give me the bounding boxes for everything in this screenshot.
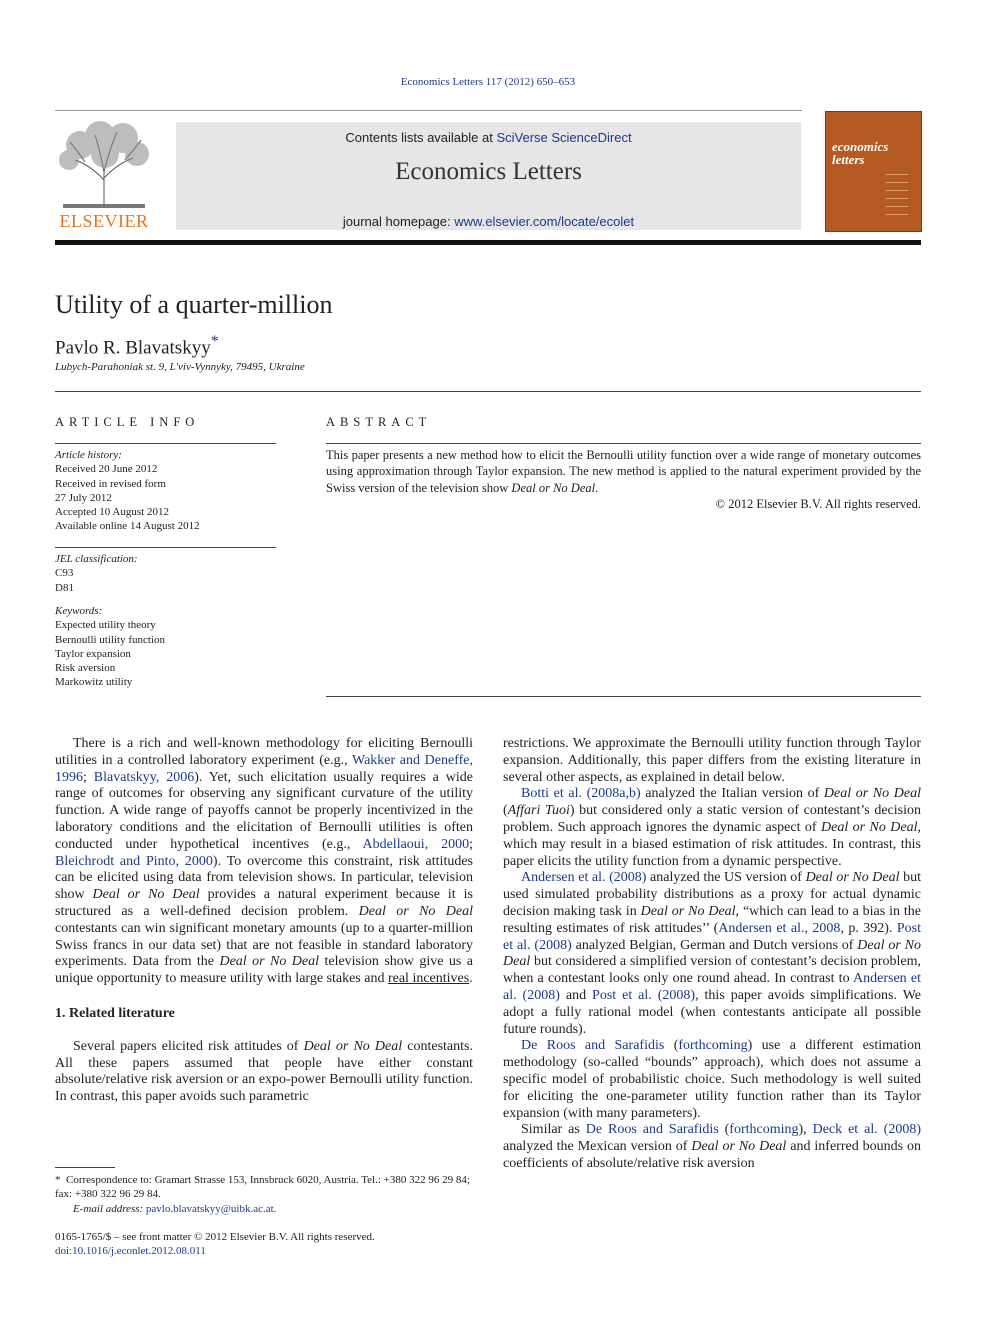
article-title: Utility of a quarter-million <box>55 290 333 319</box>
text-run: , this paper avoids simplifications. We adopt a fully rational model (when contestants anticipate all possible future rounds). <box>503 987 922 1037</box>
italic-text: Deal or No Deal <box>691 1139 787 1155</box>
abstract-text: . <box>595 480 599 495</box>
text-run: ) but considered only a static version of contestant’s decision problem. Such approach ignores the dynamic aspect of <box>503 803 921 835</box>
elsevier-logo <box>55 120 153 232</box>
history-item: Available online 14 August 2012 <box>55 520 200 533</box>
footnote-mark: * <box>55 1174 61 1186</box>
cover-decoration <box>886 182 908 183</box>
citation-link[interactable]: Andersen et al., 2008 <box>718 920 841 936</box>
author-line <box>55 333 219 359</box>
body-column-left <box>55 736 473 1106</box>
section-rule <box>55 391 921 392</box>
contents-prefix: Contents lists available at <box>345 130 497 145</box>
text-run: television show give us a unique opportunity to measure utility with large stakes and <box>55 954 474 987</box>
section-heading: 1. Related literature <box>55 1005 175 1021</box>
citation-link[interactable]: Wakker and Deneffe, 1996 <box>55 752 473 785</box>
italic-text: Deal or No Deal <box>821 819 918 835</box>
citation-link[interactable]: Deck et al. (2008) <box>812 1122 921 1138</box>
info-rule <box>55 547 276 548</box>
abstract-copyright: © 2012 Elsevier B.V. All rights reserved. <box>715 497 921 512</box>
italic-text: Deal or No Deal <box>303 1038 403 1054</box>
text-run: Similar as <box>521 1122 586 1138</box>
abstract-rule <box>326 443 921 444</box>
email-label: E-mail address: <box>73 1202 144 1215</box>
cover-decoration <box>886 206 908 207</box>
text-run: Several papers elicited risk attitudes of <box>73 1038 304 1054</box>
footnote-rule <box>55 1167 115 1168</box>
history-item: 27 July 2012 <box>55 491 112 504</box>
italic-text: Deal or No Deal <box>358 903 473 919</box>
history-label: Article history: <box>55 449 122 461</box>
doi-link[interactable]: doi:10.1016/j.econlet.2012.08.011 <box>55 1245 206 1258</box>
cover-decoration <box>886 174 908 175</box>
abstract-text-italic: Deal or No Deal <box>511 480 596 495</box>
homepage-line <box>176 214 801 229</box>
text-run: , “which can lead to a bias in the resulting estimates of risk attitudes’’ ( <box>503 903 921 936</box>
email-link[interactable]: pavlo.blavatskyy@uibk.ac.at <box>145 1202 274 1215</box>
keyword: Taylor expansion <box>55 647 131 660</box>
jel-classification <box>55 552 280 595</box>
homepage-link[interactable]: www.elsevier.com/locate/ecolet <box>454 214 635 229</box>
abstract-paragraph <box>326 447 921 496</box>
citation-link[interactable]: Blavatskyy, 2006 <box>93 769 195 785</box>
journal-reference[interactable]: Economics Letters 117 (2012) 650–653 <box>400 76 576 88</box>
header-rule <box>55 110 802 111</box>
citation-link[interactable]: Abdellaoui, 2000 <box>362 836 470 852</box>
cover-title-line2: letters <box>832 152 865 167</box>
cover-decoration <box>886 190 908 191</box>
paragraph <box>55 736 473 988</box>
history-item: Received 20 June 2012 <box>55 463 158 476</box>
italic-text: Deal or No Deal <box>219 954 320 970</box>
author-footnote-mark[interactable]: * <box>210 333 219 350</box>
tree-icon <box>55 120 153 210</box>
text-run: analyzed the US version of <box>646 870 806 886</box>
contents-line <box>176 130 801 145</box>
cover-decoration <box>886 198 908 199</box>
citation-link[interactable]: Andersen et al. (2008) <box>521 870 647 886</box>
affiliation: Lubych-Parahoniak st. 9, L'viv-Vynnyky, 79495, Ukraine <box>55 361 305 373</box>
footnote-correspondence <box>55 1173 473 1202</box>
text-run: ). Yet, such elicitation usually requires a wide range of outcomes for observing any significant curvature of the utility function. A wide range of payoffs cannot be properly incentivized in the laboratory conditions and the elicitation of Bernoulli utilities is often conducted under hypothetical incentives (e.g., <box>55 769 473 852</box>
citation-link[interactable]: forthcoming <box>678 1038 748 1054</box>
keyword: Risk aversion <box>55 662 116 675</box>
citation-link[interactable]: forthcoming <box>729 1122 799 1138</box>
body-column-right <box>503 736 921 1173</box>
paragraph <box>503 1122 921 1172</box>
text-run: but used simulated probability distributions as a proxy for actual dynamic decision making task in <box>503 870 922 919</box>
italic-text: Affari Tuoi <box>507 803 570 819</box>
article-history <box>55 448 280 534</box>
citation-link[interactable]: Andersen et al. (2008) <box>503 971 921 1003</box>
text-run: provides a natural experiment because it is structured as a well-defined decision problem. <box>55 887 473 919</box>
text-run: , p. 392). <box>840 920 897 936</box>
cover-decoration <box>886 214 908 215</box>
text-run: ; <box>469 836 473 852</box>
jel-code: D81 <box>55 581 74 594</box>
text-run: contestants. All these papers assumed that people have either constant absolute/relative risk aversion or an expo-power Bernoulli utility function. In contrast, this paper avoids such parametric <box>55 1038 473 1105</box>
journal-banner <box>176 122 801 230</box>
text-run: ( <box>664 1038 679 1054</box>
sciencedirect-link[interactable]: SciVerse ScienceDirect <box>496 130 632 145</box>
text-run: There is a rich and well-known methodology for eliciting Bernoulli utilities in a controlled laboratory experiment (e.g., <box>55 736 473 768</box>
header-thick-rule <box>55 240 921 245</box>
keywords <box>55 604 280 690</box>
text-run: ) use a different estimation methodology (so-called “bounds” approach), which does not assume a specific model of probabilistic choice. Such methodology is well suited for eliciting the one-parameter utility function rather than its Taylor expansion (with many parameters). <box>503 1038 921 1121</box>
text-run: and inferred bounds on coefficients of absolute/relative risk aversion <box>503 1139 921 1171</box>
homepage-prefix: journal homepage: <box>342 214 455 229</box>
paragraph <box>503 786 921 870</box>
author-name: Pavlo R. Blavatskyy <box>55 337 211 359</box>
text-run: and <box>559 987 593 1003</box>
keyword: Expected utility theory <box>55 619 156 632</box>
citation-link[interactable]: De Roos and Sarafidis <box>585 1122 719 1138</box>
citation-link[interactable]: De Roos and Sarafidis <box>521 1038 665 1054</box>
elsevier-wordmark: ELSEVIER <box>59 211 149 231</box>
footnote <box>55 1173 473 1216</box>
history-item: Received in revised form <box>55 477 166 490</box>
issn-line: 0165-1765/$ – see front matter © 2012 Elsevier B.V. All rights reserved. <box>55 1231 375 1243</box>
history-item: Accepted 10 August 2012 <box>55 506 169 519</box>
text-run: . <box>469 971 473 987</box>
citation-link[interactable]: Post et al. (2008) <box>503 920 921 953</box>
paragraph <box>503 736 921 786</box>
italic-text: Deal or No Deal <box>805 870 900 886</box>
article-info-heading: ARTICLE INFO <box>55 415 200 429</box>
text-run: analyzed Belgian, German and Dutch versions of <box>571 937 858 953</box>
cover-title-line1: economics <box>832 139 889 154</box>
text-run: contestants can win significant monetary amounts (up to a quarter-million Swiss francs in our data set) that are not feasible in standard laboratory experiments. Data from the <box>55 920 473 970</box>
keywords-label: Keywords: <box>55 605 103 617</box>
text-run: analyzed the Italian version of <box>640 786 824 802</box>
italic-text: Deal or No Deal <box>92 887 200 903</box>
email-after: . <box>273 1202 277 1215</box>
footnote-email <box>55 1202 473 1216</box>
cover-title <box>832 140 888 166</box>
text-run: ), <box>798 1122 813 1138</box>
text-run: restrictions. We approximate the Bernoulli utility function through Taylor expansion. Additionally, this paper differs from the existing literature in several other aspects, as explained in detail below. <box>503 736 921 785</box>
italic-text: Deal or No Deal <box>640 903 736 919</box>
paragraph <box>503 1038 921 1122</box>
italic-text: Deal or No Deal <box>823 786 921 802</box>
jel-code: C93 <box>55 567 74 580</box>
correspondence-text: Correspondence to: Gramart Strasse 153, Innsbruck 6020, Austria. Tel.: +380 322 96 29 84; fax: +380 322 96 29 84. <box>55 1174 470 1201</box>
paragraph <box>503 870 921 1038</box>
citation-link[interactable]: Bleichrodt and Pinto, 2000 <box>55 853 213 869</box>
italic-text: Deal or No Deal <box>503 937 922 970</box>
info-rule <box>55 443 276 444</box>
front-matter <box>55 1230 473 1259</box>
abstract-body <box>326 447 921 513</box>
keyword: Bernoulli utility function <box>55 633 165 646</box>
citation-link[interactable]: Botti et al. (2008a,b) <box>521 786 641 802</box>
journal-cover[interactable] <box>825 111 922 232</box>
journal-name: Economics Letters <box>395 158 582 185</box>
text-run: real incentives <box>387 971 470 987</box>
text-run: ( <box>503 803 508 819</box>
abstract-heading: ABSTRACT <box>326 415 432 429</box>
text-run: ( <box>718 1122 730 1138</box>
text-run: , which may result in a biased estimation of risk attitudes. In contrast, this paper elicits the utility function from a dynamic perspective. <box>503 819 921 869</box>
text-run: but considered a simplified version of contestant’s decision problem, when a contestant looks only one round ahead. In contrast to <box>503 954 921 987</box>
abstract-rule <box>326 696 921 697</box>
abstract-text: This paper presents a new method how to elicit the Bernoulli utility function over a wide range of monetary outcomes using approximation through Taylor expansion. The new method is applied to the natural experiment provided by the Swiss version of the television show <box>326 448 921 495</box>
text-run: ; <box>83 769 94 785</box>
keyword: Markowitz utility <box>55 676 133 689</box>
jel-label: JEL classification: <box>55 553 138 565</box>
text-run: ). To overcome this constraint, risk attitudes can be elicited using data from television shows. In particular, television show <box>55 853 473 903</box>
citation-link[interactable]: Post et al. (2008) <box>592 987 696 1003</box>
text-run: analyzed the Mexican version of <box>503 1139 692 1155</box>
paragraph <box>55 1039 473 1106</box>
